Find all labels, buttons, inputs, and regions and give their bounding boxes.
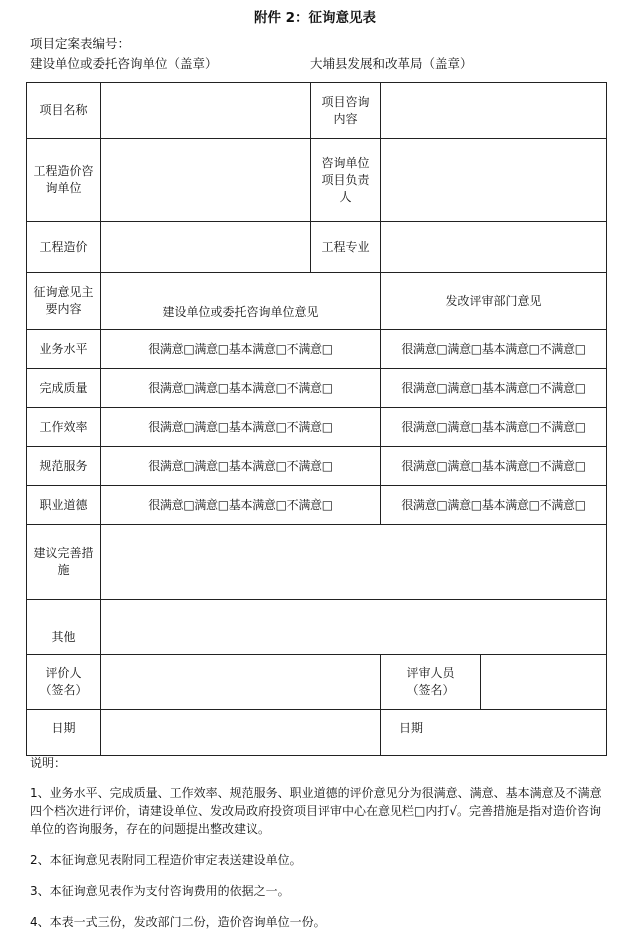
owner-rating-options[interactable]: 很满意□满意□基本满意□不满意□ [101,330,381,369]
note-item: 2、本征询意见表附同工程造价审定表送建设单位。 [30,853,302,867]
evaluator-label: 评价人 （签名） [27,655,101,710]
note-item: 3、本征询意见表作为支付咨询费用的依据之一。 [30,884,290,898]
reform-opinion-header: 发改评审部门意见 [381,273,607,330]
rating-row-label: 业务水平 [27,330,101,369]
reform-rating-options[interactable]: 很满意□满意□基本满意□不满意□ [381,369,607,408]
consult-person-field[interactable] [381,139,607,222]
notes-section [30,754,605,931]
reform-rating-options[interactable]: 很满意□满意□基本满意□不满意□ [381,486,607,525]
opinion-main-label: 征询意见主 要内容 [27,273,101,330]
suggest-label: 建议完善措 施 [27,525,101,600]
date-label-reviewer: 日期 [381,710,607,756]
rating-row-label: 工作效率 [27,408,101,447]
reviewer-signature-field[interactable] [481,655,607,710]
rating-row-label: 职业道德 [27,486,101,525]
note-item: 4、本表一式三份，发改部门二份，造价咨询单位一份。 [30,915,326,929]
notes-heading: 说明： [30,756,67,770]
consult-unit-field[interactable] [101,139,311,222]
project-name-field[interactable] [101,83,311,139]
owner-opinion-header: 建设单位或委托咨询单位意见 [101,273,381,330]
owner-rating-options[interactable]: 很满意□满意□基本满意□不满意□ [101,369,381,408]
bureau-seal-label: 大埔县发展和改革局（盖章） [310,56,473,71]
evaluator-signature-field[interactable] [101,655,381,710]
owner-rating-options[interactable]: 很满意□满意□基本满意□不满意□ [101,447,381,486]
project-name-label: 项目名称 [27,83,101,139]
reform-rating-options[interactable]: 很满意□满意□基本满意□不满意□ [381,330,607,369]
reform-rating-options[interactable]: 很满意□满意□基本满意□不满意□ [381,408,607,447]
rating-row-label: 规范服务 [27,447,101,486]
cost-field[interactable] [101,222,311,273]
date-label: 日期 [27,710,101,756]
page-title: 附件 2：征询意见表 [253,10,377,26]
reviewer-label: 评审人员 （签名） [381,655,481,710]
date-field-evaluator[interactable] [101,710,381,756]
opinion-form-table [26,82,607,756]
suggest-field[interactable] [101,525,607,600]
cost-label: 工程造价 [27,222,101,273]
project-content-label: 项目咨询 内容 [311,83,381,139]
reform-rating-options[interactable]: 很满意□满意□基本满意□不满意□ [381,447,607,486]
specialty-label: 工程专业 [311,222,381,273]
project-content-field[interactable] [381,83,607,139]
other-field[interactable] [101,600,607,655]
rating-row-label: 完成质量 [27,369,101,408]
owner-seal-label: 建设单位或委托咨询单位（盖章） [30,56,218,71]
consult-person-label: 咨询单位 项目负责 人 [311,139,381,222]
consult-unit-label: 工程造价咨 询单位 [27,139,101,222]
owner-rating-options[interactable]: 很满意□满意□基本满意□不满意□ [101,408,381,447]
note-item: 1、业务水平、完成质量、工作效率、规范服务、职业道德的评价意见分为很满意、满意、基本满意及不满意四个档次进行评价，请建设单位、发改局政府投资项目评审中心在意见栏□内打√。完善措施是指对造价咨询单位的咨询服务，存在的问题提出整改建议。 [30,786,602,836]
owner-rating-options[interactable]: 很满意□满意□基本满意□不满意□ [101,486,381,525]
project-number-label: 项目定案表编号： [30,36,131,51]
other-label: 其他 [27,600,101,655]
specialty-field[interactable] [381,222,607,273]
